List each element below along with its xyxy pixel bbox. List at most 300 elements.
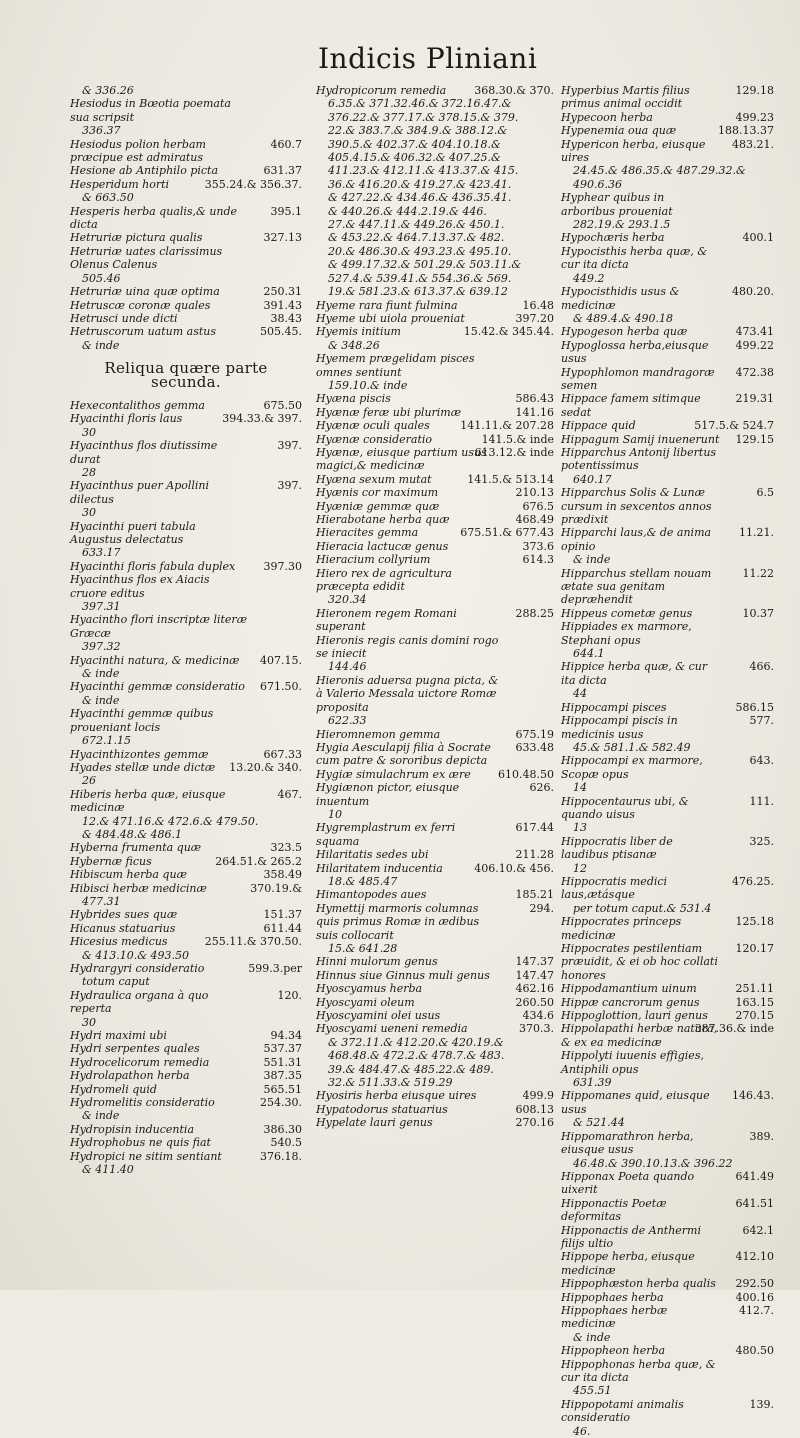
entry-reference: 610.48.50: [498, 767, 554, 781]
entry-continuation: 405.4.15.& 406.32.& 407.25.&: [328, 151, 501, 165]
entry-reference: 391.43: [263, 298, 302, 312]
entry-continuation: 505.46: [82, 271, 121, 285]
entry-reference: 468.49: [515, 513, 554, 526]
entry-continuation: 490.6.36: [573, 177, 622, 191]
entry-continuation: 12: [573, 861, 587, 875]
entry-term: Hyænis cor maximum: [316, 486, 439, 500]
entry-reference: 141.5.& 513.14: [467, 472, 554, 486]
entry-reference: 400.1: [742, 231, 774, 245]
entry-continuation: 24.45.& 486.35.& 487.29.32.&: [573, 164, 746, 178]
index-entry: [561, 1358, 774, 1398]
entry-reference: 397.20: [515, 311, 554, 325]
entry-term: Hypocisthidis usus & medicinæ: [561, 285, 680, 312]
entry-term: Hypericon herba, eiusque uires: [561, 137, 706, 165]
index-entry: [561, 178, 774, 191]
entry-continuation: & inde: [573, 553, 611, 567]
index-entry: [70, 868, 302, 881]
entry-reference: 38.43: [270, 311, 302, 325]
entry-term: Hypophlomon mandragoræ semen: [561, 365, 715, 392]
entry-reference: 397.: [277, 479, 302, 493]
entry-reference: 641.49: [735, 1169, 774, 1183]
entry-reference: 270.16: [515, 1116, 554, 1130]
index-entry: [316, 258, 554, 271]
entry-reference: 373.6: [522, 539, 554, 553]
index-entry: [70, 573, 302, 613]
entry-continuation: 27.& 447.11.& 449.26.& 450.1.: [328, 218, 505, 232]
index-entry: [561, 526, 774, 566]
index-entry: [561, 701, 774, 714]
entry-continuation: 468.48.& 472.2.& 478.7.& 483.: [328, 1049, 505, 1063]
entry-continuation: 22.& 383.7.& 384.9.& 388.12.&: [328, 124, 508, 138]
entry-reference: 111.: [749, 794, 774, 808]
index-entry: [70, 1123, 302, 1136]
index-entry: [70, 138, 302, 165]
index-entry: [316, 902, 554, 956]
entry-reference: 292.50: [735, 1277, 774, 1291]
entry-term: Hippope herba, eiusque medicinæ: [561, 1250, 695, 1277]
index-entry: [70, 828, 302, 841]
entry-term: Hyæniæ gemmæ quæ: [316, 499, 440, 513]
entry-reference: 370.3.: [519, 1022, 554, 1036]
entry-continuation: 46.48.& 390.10.13.& 396.22: [573, 1156, 733, 1170]
index-entry: [561, 1344, 774, 1357]
entry-term: Hyacinthi floris laus: [70, 412, 183, 426]
entry-list-left-bottom: [70, 399, 302, 1177]
index-entry: [316, 862, 554, 889]
entry-reference: 120.17: [735, 942, 774, 955]
entry-reference: 480.20.: [732, 285, 774, 299]
entry-continuation: & inde: [82, 338, 120, 352]
entry-term: Hyæna sexum mutat: [316, 472, 432, 486]
entry-continuation: 455.51: [573, 1384, 612, 1398]
entry-reference: 11.21.: [739, 526, 774, 540]
index-entry: [316, 1049, 554, 1062]
index-entry: [561, 419, 774, 432]
index-entry: [316, 540, 554, 553]
index-entry: [561, 231, 774, 244]
entry-term: Hypoglossa herba,eiusque usus: [561, 338, 709, 366]
entry-reference: 15.42.& 345.44.: [463, 325, 554, 339]
index-entry: [316, 312, 554, 325]
entry-continuation: 397.32: [82, 640, 121, 654]
entry-term: Hieronis regis canis domini rogo se iniecit: [316, 633, 499, 661]
entry-term: Hyacinthizontes gemmæ: [70, 747, 209, 761]
entry-reference: 270.15: [735, 1009, 774, 1023]
index-entry: [561, 1009, 774, 1022]
index-entry: [70, 84, 302, 97]
index-entry: [316, 1076, 554, 1089]
entry-term: Hyacinthi gemmæ quibus proueniant locis: [70, 707, 214, 734]
entry-term: Hyberna frumenta quæ: [70, 841, 202, 855]
index-entry: [70, 205, 302, 232]
entry-term: Hyades stellæ unde dictæ: [70, 760, 216, 774]
entry-reference: 633.48: [515, 740, 554, 754]
entry-term: Hippace quid: [561, 419, 636, 433]
index-entry: [561, 1304, 774, 1344]
entry-continuation: 640.17: [573, 472, 612, 486]
entry-reference: 147.37: [515, 955, 554, 969]
index-entry: [316, 969, 554, 982]
entry-continuation: & 663.50: [82, 191, 134, 205]
index-entry: [70, 841, 302, 854]
entry-reference: 476.25.: [732, 874, 774, 888]
entry-reference: 254.30.: [260, 1096, 302, 1110]
entry-term: Hippodamantium uinum: [561, 982, 697, 996]
index-entry: [70, 761, 302, 788]
entry-term: Hydropicorum remedia: [316, 84, 447, 97]
index-entry: [561, 486, 774, 526]
entry-term: Hyeme rara fiunt fulmina: [316, 298, 458, 312]
entry-term: Hibiscum herba quæ: [70, 868, 187, 882]
entry-term: Hyænæ, eiusque partium usus magici,& medicinæ: [316, 445, 487, 473]
entry-term: Hesperis herba qualis,& unde dicta: [70, 204, 238, 232]
entry-reference: 376.18.: [260, 1149, 302, 1163]
entry-continuation: 159.10.& inde: [328, 378, 408, 392]
index-entry: [316, 1116, 554, 1129]
index-entry: [561, 1250, 774, 1277]
index-entry: [316, 781, 554, 821]
index-entry: [316, 553, 554, 566]
entry-continuation: & 336.26: [82, 84, 134, 97]
entry-term: Hippophaes herba: [561, 1290, 664, 1304]
index-entry: [316, 526, 554, 539]
index-entry: [316, 124, 554, 137]
entry-reference: 462.16: [515, 982, 554, 996]
entry-term: Hypogeson herba quæ: [561, 325, 688, 339]
entry-continuation: 30: [82, 425, 96, 439]
index-entry: [316, 513, 554, 526]
entry-reference: 16.48: [522, 298, 554, 312]
index-entry: [561, 1197, 774, 1224]
entry-term: Hyacinthus puer Apollini dilectus: [70, 479, 210, 506]
entry-term: Hippeus cometæ genus: [561, 606, 693, 620]
index-entry: [561, 84, 774, 111]
index-entry: [561, 795, 774, 835]
entry-term: Hetruscorum uatum astus: [70, 325, 216, 339]
entry-reference: 387.36.& inde: [694, 1022, 774, 1036]
entry-term: Hippiades ex marmore, Stephani opus: [561, 620, 692, 647]
entry-term: Hippopotami animalis consideratio: [561, 1397, 684, 1425]
index-entry: [561, 982, 774, 995]
entry-reference: 10.37: [742, 606, 774, 620]
entry-term: Hybernæ ficus: [70, 854, 152, 868]
entry-term: Hilaritatis sedes ubi: [316, 848, 429, 862]
entry-term: Hetruscæ coronæ quales: [70, 298, 211, 312]
entry-term: Hygia Aesculapij filia à Socrate cum patre & sororibus depicta: [316, 740, 491, 768]
entry-term: Hibisci herbæ medicinæ: [70, 881, 207, 895]
index-entry: [316, 419, 554, 432]
entry-continuation: per totum caput.& 531.4: [573, 901, 712, 915]
entry-continuation: 336.37: [82, 124, 121, 138]
entry-reference: 499.23: [735, 110, 774, 124]
entry-continuation: 644.1: [573, 647, 605, 661]
entry-term: Hippocratis liber de laudibus ptisanæ: [561, 834, 673, 862]
entry-term: Hypelate lauri genus: [316, 1116, 433, 1130]
entry-continuation: 26: [82, 774, 96, 788]
index-entry: [316, 178, 554, 191]
entry-term: Hyacinthus flos diutissime durat: [70, 439, 218, 466]
entry-continuation: totum caput: [82, 975, 150, 989]
index-entry: [70, 164, 302, 177]
entry-reference: 499.9: [522, 1089, 554, 1103]
index-entry: [316, 84, 554, 111]
index-entry: [561, 191, 774, 231]
entry-term: Hetrusci unde dicti: [70, 311, 178, 325]
entry-continuation: & inde: [82, 1109, 120, 1123]
entry-reference: 412.7.: [739, 1303, 774, 1317]
entry-reference: 586.15: [735, 700, 774, 714]
index-entry: [70, 325, 302, 352]
entry-term: Hippocratis medici laus,ætásque: [561, 874, 668, 902]
entry-term: Hippophaes herbæ medicinæ: [561, 1303, 668, 1331]
entry-list-middle: [316, 84, 554, 1130]
index-entry: [316, 1103, 554, 1116]
entry-reference: 141.16: [515, 405, 554, 419]
entry-reference: 151.37: [263, 908, 302, 922]
entry-continuation: 18.& 485.47: [328, 874, 398, 888]
entry-reference: 505.45.: [260, 325, 302, 339]
index-entry: [561, 1277, 774, 1290]
index-entry: [561, 245, 774, 285]
entry-term: Hippomanes quid, eiusque usus: [561, 1089, 710, 1116]
entry-term: Hetruriæ uina quæ optima: [70, 285, 220, 299]
entry-term: Hypenemia oua quæ: [561, 124, 677, 138]
entry-reference: 397.: [277, 439, 302, 453]
index-entry: [316, 191, 554, 204]
entry-reference: 586.43: [515, 392, 554, 406]
index-entry: [316, 634, 554, 674]
entry-term: Hippolapathi herbæ natura, & ex ea medicinæ: [561, 1022, 718, 1049]
entry-reference: 250.31: [263, 285, 302, 299]
index-entry: [316, 205, 554, 218]
entry-term: Hieracium collyrium: [316, 553, 431, 567]
entry-term: Hippocampi ex marmore, Scopæ opus: [561, 754, 703, 781]
entry-reference: 675.19: [515, 727, 554, 741]
entry-reference: 675.50: [263, 398, 302, 412]
entry-term: Hydropisin inducentia: [70, 1122, 195, 1136]
entry-term: Hipponactis Poetæ deformitas: [561, 1196, 667, 1224]
entry-term: Hypochæris herba: [561, 231, 665, 245]
index-entry: [316, 741, 554, 768]
index-entry: [70, 989, 302, 1029]
index-entry: [70, 178, 302, 205]
entry-term: Hyperbius Martis filius primus animal occidit: [561, 84, 690, 111]
entry-reference: 323.5: [270, 841, 302, 855]
entry-reference: 255.11.& 370.50.: [204, 935, 302, 949]
index-entry: [561, 620, 774, 660]
entry-term: Hygiænon pictor, eiusque inuentum: [316, 781, 460, 808]
entry-continuation: & inde: [573, 1330, 611, 1344]
index-entry: [70, 312, 302, 325]
entry-reference: 641.51: [735, 1196, 774, 1210]
entry-reference: 370.19.&: [250, 881, 302, 895]
entry-term: Hieronem regem Romani superant: [316, 606, 457, 634]
entry-continuation: 622.33: [328, 714, 367, 728]
index-entry: [561, 392, 774, 419]
entry-reference: 499.22: [735, 338, 774, 352]
index-entry: [561, 1224, 774, 1251]
entry-reference: 146.43.: [732, 1089, 774, 1103]
entry-reference: 412.10: [735, 1250, 774, 1264]
entry-continuation: 14: [573, 781, 587, 795]
index-entry: [316, 500, 554, 513]
entry-term: Hippagum Samij inuenerunt: [561, 432, 720, 446]
entry-term: Hipparchus Antonij libertus potentissimus: [561, 445, 717, 473]
index-entry: [70, 1083, 302, 1096]
entry-term: Hetruriæ pictura qualis: [70, 231, 203, 245]
entry-continuation: 12.& 471.16.& 472.6.& 479.50.: [82, 814, 259, 828]
entry-reference: 483.21.: [732, 137, 774, 151]
entry-reference: 358.49: [263, 868, 302, 882]
entry-reference: 407.15.: [260, 653, 302, 667]
index-entry: [561, 1089, 774, 1129]
entry-term: Hippocrates pestilentiam præuidit, & ei ob hoc collati honores: [561, 942, 718, 982]
entry-reference: 94.34: [270, 1029, 302, 1043]
entry-term: Hippopheon herba: [561, 1344, 666, 1358]
entry-reference: 11.22: [742, 566, 774, 580]
entry-term: Hydropici ne sitim sentiant: [70, 1149, 222, 1163]
entry-continuation: 30: [82, 506, 96, 520]
entry-term: Hipparchi laus,& de anima opinio: [561, 526, 712, 553]
index-entry: [316, 821, 554, 848]
entry-reference: 631.37: [263, 164, 302, 178]
entry-reference: 210.13: [515, 486, 554, 500]
index-entry: [561, 285, 774, 325]
index-entry: [561, 366, 774, 393]
index-entry: [70, 231, 302, 244]
entry-term: Hyosiris herba eiusque uires: [316, 1089, 477, 1103]
index-entry: [561, 714, 774, 754]
index-entry: [70, 285, 302, 298]
entry-term: Himantopodes aues: [316, 888, 427, 902]
index-entry: [561, 567, 774, 607]
entry-term: Hyænæ consideratio: [316, 432, 433, 446]
entry-term: Hyphear quibus in arboribus proueniat: [561, 191, 673, 218]
index-entry: [561, 433, 774, 446]
entry-term: Hiero rex de agricultura præcepta edidit: [316, 566, 452, 594]
entry-continuation: 672.1.15: [82, 734, 131, 748]
index-entry: [316, 674, 554, 728]
entry-term: Hydraulica organa à quo reperta: [70, 988, 209, 1016]
entry-reference: 6.5: [756, 486, 774, 500]
index-entry: [70, 1096, 302, 1123]
entry-term: Hybrides sues quæ: [70, 908, 178, 922]
entry-term: Hypecoon herba: [561, 110, 653, 124]
index-entry: [70, 1136, 302, 1149]
entry-list-right: [561, 84, 774, 1438]
entry-reference: 147.47: [515, 968, 554, 982]
entry-term: Hyænæ feræ ubi plurimæ: [316, 405, 462, 419]
index-entry: [561, 915, 774, 942]
entry-term: Hypocisthis herba quæ, & cur ita dicta: [561, 244, 708, 272]
entry-reference: 141.5.& inde: [481, 432, 554, 446]
entry-reference: 472.38: [735, 365, 774, 379]
entry-continuation: & 489.4.& 490.18: [573, 311, 674, 325]
index-entry: [316, 768, 554, 781]
index-column-right: [561, 84, 774, 1438]
entry-term: Hyæna piscis: [316, 392, 391, 406]
index-entry: [561, 339, 774, 366]
index-entry: [561, 138, 774, 178]
entry-term: Hicesius medicus: [70, 935, 168, 949]
entry-term: Hydrophobus ne quis fiat: [70, 1136, 211, 1150]
entry-term: Hinnus siue Ginnus muli genus: [316, 968, 490, 982]
entry-reference: 675.51.& 677.43: [460, 526, 554, 540]
index-entry: [561, 325, 774, 338]
entry-reference: 517.5.& 524.7: [694, 419, 774, 433]
index-entry: [561, 607, 774, 620]
entry-reference: 537.37: [263, 1042, 302, 1056]
entry-list-left-top: [70, 84, 302, 352]
entry-continuation: & 499.17.32.& 501.29.& 503.11.&: [328, 258, 522, 272]
entry-term: Hydri maximi ubi: [70, 1029, 167, 1043]
entry-term: Hippophonas herba quæ, & cur ita dicta: [561, 1357, 716, 1384]
index-entry: [316, 164, 554, 177]
index-entry: [316, 352, 554, 392]
entry-continuation: 10: [328, 807, 342, 821]
entry-reference: 219.31: [735, 392, 774, 406]
index-entry: [316, 392, 554, 405]
entry-continuation: & 484.48.& 486.1: [82, 827, 183, 841]
entry-reference: 327.13: [263, 231, 302, 245]
index-entry: [316, 1009, 554, 1022]
entry-term: Hymettij marmoris columnas quis primus Romæ in ædibus suis collocarit: [316, 901, 480, 942]
entry-reference: 355.24.& 356.37.: [204, 177, 302, 191]
index-entry: [70, 962, 302, 989]
index-entry: [316, 151, 554, 164]
entry-reference: 185.21: [515, 888, 554, 902]
index-entry: [561, 446, 774, 486]
entry-reference: 394.33.& 397.: [222, 412, 302, 426]
index-entry: [561, 124, 774, 137]
entry-continuation: 477.31: [82, 894, 121, 908]
entry-term: Hydromelitis consideratio: [70, 1096, 215, 1110]
entry-reference: 120.: [277, 988, 302, 1002]
entry-continuation: & 348.26: [328, 338, 380, 352]
entry-continuation: 397.31: [82, 600, 121, 614]
index-column-middle: [316, 84, 554, 1130]
index-column-left: [70, 84, 302, 1177]
entry-continuation: 527.4.& 539.41.& 554.36.& 569.: [328, 271, 512, 285]
entry-reference: 325.: [749, 834, 774, 848]
index-entry: [70, 1056, 302, 1069]
entry-reference: 264.51.& 265.2: [215, 854, 302, 868]
entry-term: Hydrocelicorum remedia: [70, 1055, 210, 1069]
entry-term: Hyeme ubi uiola proueniat: [316, 311, 465, 325]
entry-term: Hygremplastrum ex ferri squama: [316, 821, 456, 848]
index-entry: [561, 1022, 774, 1049]
entry-reference: 251.11: [735, 982, 774, 996]
index-entry: [561, 1049, 774, 1089]
entry-term: Hippace famem sitimque sedat: [561, 392, 701, 419]
index-entry: [70, 520, 302, 560]
entry-continuation: 28: [82, 465, 96, 479]
entry-term: Hippomarathron herba, eiusque usus: [561, 1129, 694, 1157]
index-entry: [316, 406, 554, 419]
entry-reference: 125.18: [735, 915, 774, 929]
entry-term: Hyoscyamini olei usus: [316, 1009, 441, 1023]
index-entry: [70, 908, 302, 921]
index-entry: [316, 433, 554, 446]
entry-term: Hesperidum horti: [70, 177, 170, 191]
entry-term: Hippocampi piscis in medicinis usus: [561, 714, 678, 741]
entry-continuation: & 411.40: [82, 1163, 134, 1177]
index-entry: [70, 1042, 302, 1055]
index-entry: [316, 1089, 554, 1102]
entry-reference: 434.6: [522, 1009, 554, 1023]
index-entry: [316, 728, 554, 741]
entry-reference: 211.28: [515, 848, 554, 862]
